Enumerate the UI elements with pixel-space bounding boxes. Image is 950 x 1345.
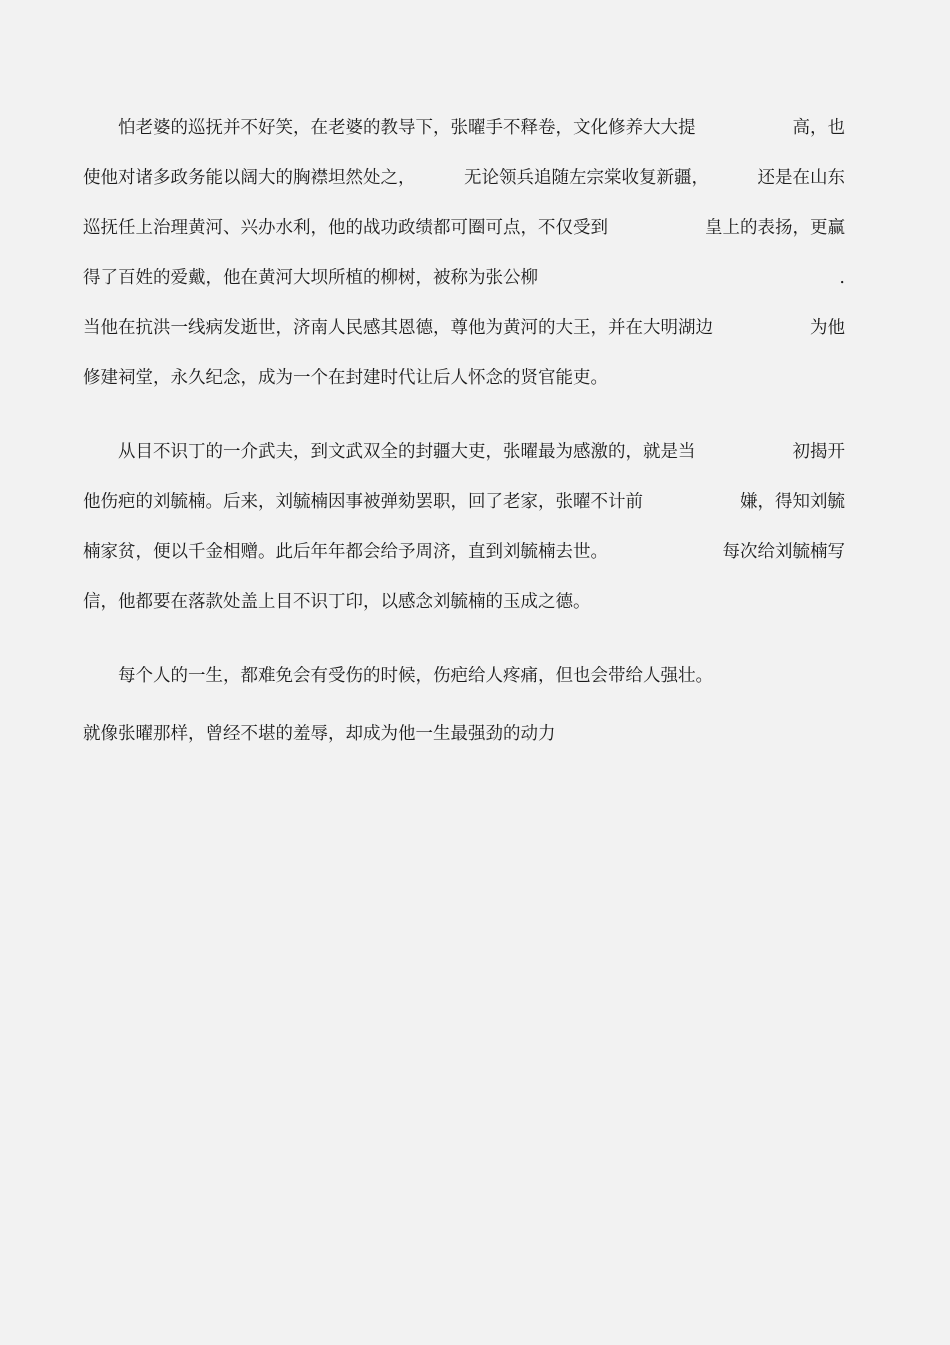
text-segment: 修建祠堂，永久纪念，成为一个在封建时代让后人怀念的贤官能吏。 xyxy=(83,368,608,388)
paragraph-2-line-3 xyxy=(83,537,845,567)
text-segment: 为他 xyxy=(810,318,845,338)
text-segment: 高，也 xyxy=(792,118,845,138)
text-segment: 当他在抗洪一线病发逝世，济南人民感其恩德，尊他为黄河的大王，并在大明湖边 xyxy=(83,318,713,338)
text-segment: 初揭开 xyxy=(792,442,845,462)
paragraph-1-line-2 xyxy=(83,163,845,193)
paragraph-3-line-2 xyxy=(83,719,845,749)
paragraph-1-line-5 xyxy=(83,313,845,343)
text-segment: 从目不识丁的一介武夫，到文武双全的封疆大吏，张曜最为感激的，就是当 xyxy=(83,442,696,462)
text-segment: 每个人的一生，都难免会有受伤的时候，伤疤给人疼痛，但也会带给人强壮。 xyxy=(83,666,713,686)
text-segment: . xyxy=(839,268,845,288)
text-segment: 皇上的表扬，更赢 xyxy=(705,218,845,238)
text-segment: 每次给刘毓楠写 xyxy=(722,542,845,562)
paragraph-1-line-4 xyxy=(83,263,845,293)
text-segment: 巡抚任上治理黄河、兴办水利，他的战功政绩都可圈可点，不仅受到 xyxy=(83,218,608,238)
text-segment: 还是在山东 xyxy=(757,168,845,188)
paragraph-1-line-1 xyxy=(83,113,845,143)
paragraph-2-line-4 xyxy=(83,587,845,617)
text-segment: 楠家贫，便以千金相赠。此后年年都会给予周济，直到刘毓楠去世。 xyxy=(83,542,608,562)
text-segment: 使他对诸多政务能以阔大的胸襟坦然处之， xyxy=(83,168,416,188)
paragraph-2-line-2 xyxy=(83,487,845,517)
text-segment: 无论领兵追随左宗棠收复新疆， xyxy=(464,168,709,188)
text-segment: 嫌，得知刘毓 xyxy=(740,492,845,512)
paragraph-2-line-1 xyxy=(83,437,845,467)
paragraph-1-line-3 xyxy=(83,213,845,243)
text-segment: 他伤疤的刘毓楠。后来，刘毓楠因事被弹劾罢职，回了老家，张曜不计前 xyxy=(83,492,643,512)
text-segment: 得了百姓的爱戴，他在黄河大坝所植的柳树，被称为张公柳 xyxy=(83,268,538,288)
text-segment: 信，他都要在落款处盖上目不识丁印，以感念刘毓楠的玉成之德。 xyxy=(83,592,591,612)
text-segment: 怕老婆的巡抚并不好笑，在老婆的教导下，张曜手不释卷，文化修养大大提 xyxy=(83,118,696,138)
paragraph-1-line-6 xyxy=(83,363,845,393)
text-segment: 就像张曜那样，曾经不堪的羞辱，却成为他一生最强劲的动力 xyxy=(83,724,556,744)
paragraph-3-line-1 xyxy=(83,661,845,691)
